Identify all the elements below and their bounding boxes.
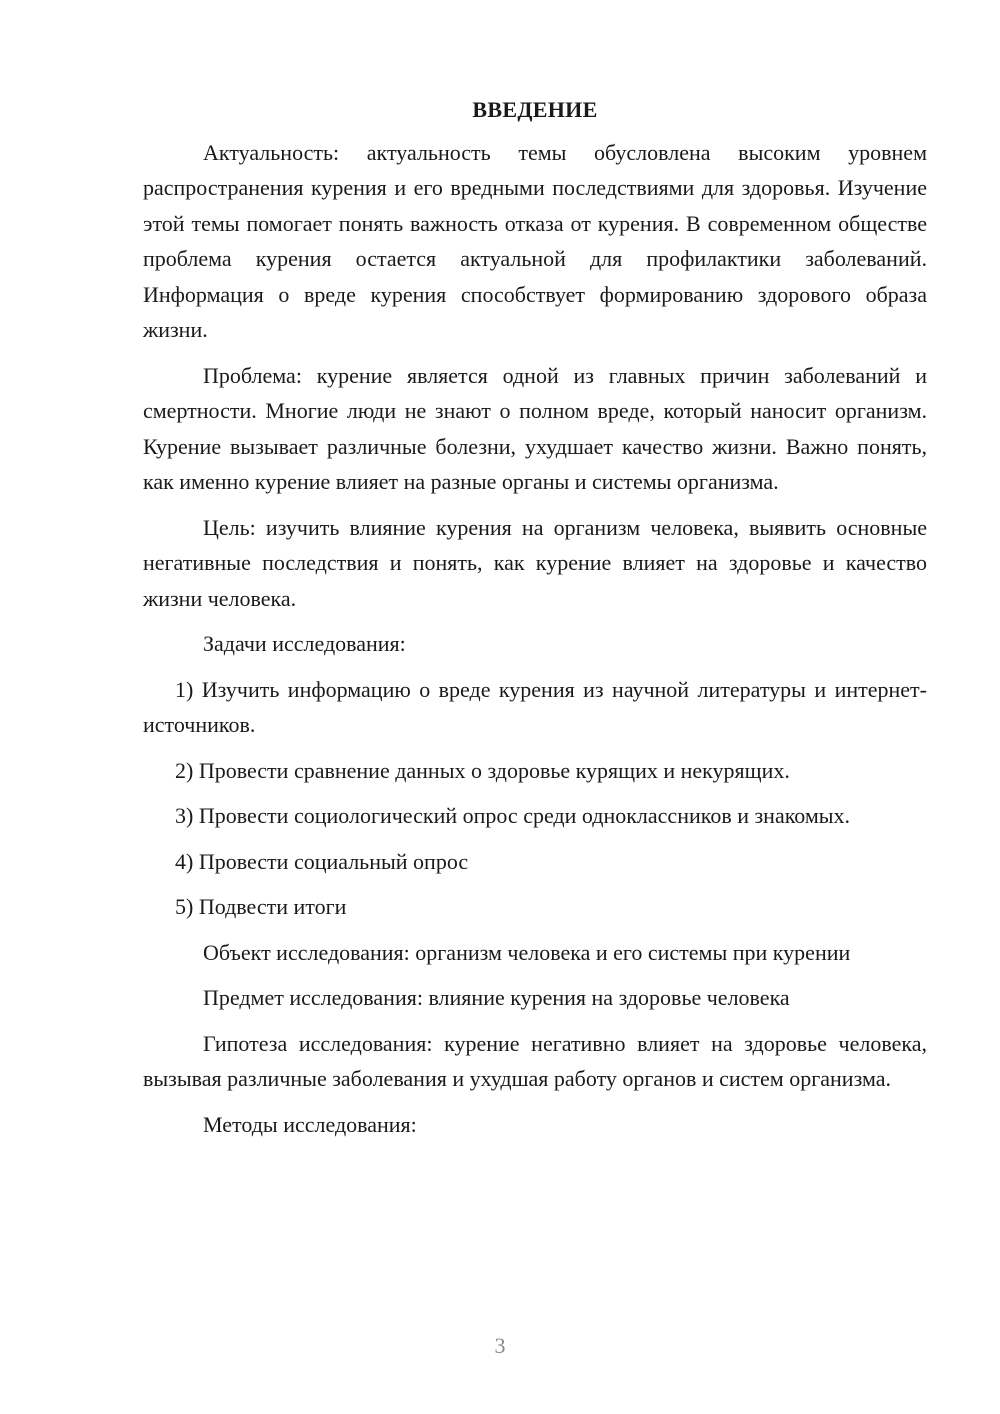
section-title: ВВЕДЕНИЕ <box>472 97 598 122</box>
paragraph-hypothesis: Гипотеза исследования: курение негативно влияет на здоровье человека, вызывая различные заболевания и ухудшая работу органов и систем организма. <box>143 1030 927 1091</box>
task-item: 2) Провести сравнение данных о здоровье курящих и некурящих. <box>175 757 790 783</box>
paragraph-relevance: Актуальность: актуальность темы обусловлена высоким уровнем распространения курения и его вредными последствиями для здоровья. Изучение этой темы помогает понять важность отказа от курения. В современном обществе проблема курения остается актуальной для профилактики заболеваний. Информация о вреде курения способствует формированию здорового образа жизни. <box>143 139 927 342</box>
methods-heading: Методы исследования: <box>203 1111 417 1137</box>
document-page <box>143 92 927 1152</box>
task-item: 1) Изучить информацию о вреде курения из научной литературы и интернет-источников. <box>143 676 927 737</box>
paragraph-goal: Цель: изучить влияние курения на организм человека, выявить основные негативные последствия и понять, как курение влияет на здоровье и качество жизни человека. <box>143 514 927 611</box>
task-item: 4) Провести социальный опрос <box>175 848 469 874</box>
task-item: 5) Подвести итоги <box>175 894 347 919</box>
task-item: 3) Провести социологический опрос среди одноклассников и знакомых. <box>175 803 851 828</box>
tasks-heading: Задачи исследования: <box>203 631 406 656</box>
page-number: 3 <box>494 1333 506 1358</box>
paragraph-object: Объект исследования: организм человека и его системы при курении <box>203 939 851 965</box>
paragraph-problem: Проблема: курение является одной из главных причин заболеваний и смертности. Многие люди не знают о полном вреде, который наносит организм. Курение вызывает различные болезни, ухудшает качество жизни. Важно понять, как именно курение влияет на разные органы и системы организма. <box>143 362 927 494</box>
paragraph-subject: Предмет исследования: влияние курения на здоровье человека <box>203 985 790 1010</box>
